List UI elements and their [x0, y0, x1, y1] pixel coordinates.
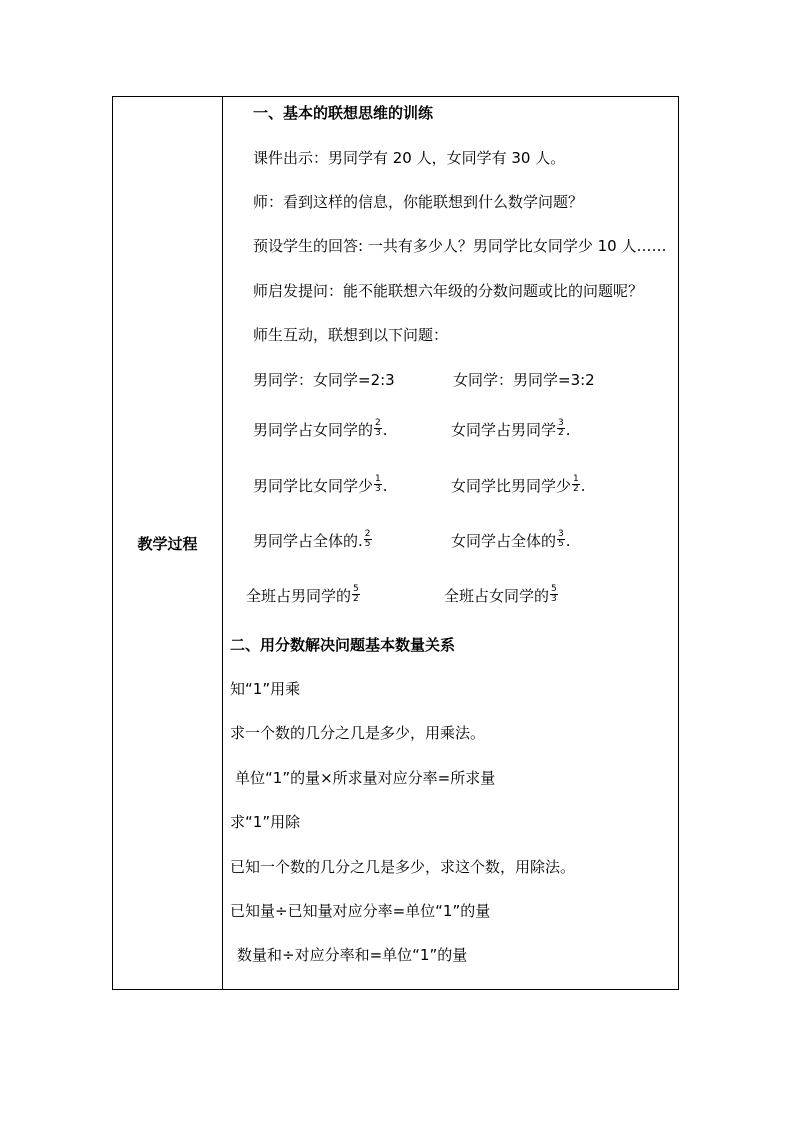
numerator: 2 — [364, 529, 371, 539]
relation-text: 男同学比女同学少 — [253, 477, 374, 495]
section1-heading: 一、基本的联想思维的训练 — [253, 104, 434, 122]
relation-text: 男同学占女同学的 — [253, 421, 374, 439]
fraction — [557, 419, 565, 438]
numerator: 3 — [558, 529, 564, 539]
left-label: 教学过程 — [137, 534, 198, 553]
denominator: 2 — [558, 428, 564, 438]
rule-line-2: 求一个数的几分之几是多少，用乘法。 — [230, 724, 486, 742]
denominator: 5 — [364, 539, 371, 549]
numerator: 5 — [551, 584, 557, 594]
relation-3-right — [451, 531, 571, 551]
fraction — [550, 585, 558, 604]
rule-line-6: 已知量÷已知量对应分率=单位“1”的量 — [230, 902, 491, 920]
relation-text: 全班占男同学的 — [246, 587, 352, 605]
paragraph-3: 预设学生的回答: 一共有多少人？男同学比女同学少 10 人…… — [253, 237, 667, 255]
denominator: 3 — [551, 594, 557, 604]
relation-text: 男同学占全体的. — [253, 532, 363, 550]
relation-text: 全班占女同学的 — [444, 587, 550, 605]
fraction — [364, 530, 372, 549]
fraction — [352, 585, 360, 604]
ratio-right: 女同学：男同学=3:2 — [453, 371, 595, 389]
relation-text: 女同学占男同学 — [451, 421, 557, 439]
numerator: 1 — [375, 474, 381, 484]
left-label-cell — [112, 96, 223, 990]
ratio-left: 男同学：女同学=2:3 — [253, 371, 395, 389]
relation-4-right — [444, 586, 559, 606]
rule-line-4: 求“1”用除 — [230, 813, 301, 831]
rule-line-7: 数量和÷对应分率和=单位“1”的量 — [237, 946, 468, 964]
denominator: 2 — [353, 594, 359, 604]
relation-2-right — [451, 476, 586, 496]
paragraph-5: 师生互动，联想到以下问题： — [253, 326, 449, 344]
rule-line-1: 知“1”用乘 — [230, 680, 301, 698]
numerator: 5 — [353, 584, 359, 594]
period: . — [565, 421, 571, 439]
relation-1-left — [253, 420, 388, 440]
relation-3-left — [253, 531, 373, 551]
relation-2-left — [253, 476, 388, 496]
section2-heading: 二、用分数解决问题基本数量关系 — [230, 636, 456, 654]
relation-1-right — [451, 420, 571, 440]
fraction — [374, 475, 382, 494]
denominator: 3 — [375, 484, 381, 494]
relation-4-left — [246, 586, 361, 606]
paragraph-1: 课件出示：男同学有 20 人，女同学有 30 人。 — [253, 149, 566, 167]
relation-text: 女同学比男同学少 — [451, 477, 572, 495]
denominator: 5 — [558, 539, 564, 549]
denominator: 2 — [573, 484, 579, 494]
paragraph-2: 师：看到这样的信息，你能联想到什么数学问题？ — [253, 193, 584, 211]
rule-line-3: 单位“1”的量×所求量对应分率=所求量 — [235, 769, 496, 787]
numerator: 1 — [573, 474, 579, 484]
paragraph-4: 师启发提问：能不能联想六年级的分数问题或比的问题呢？ — [253, 282, 644, 300]
period: . — [580, 477, 586, 495]
period: . — [382, 477, 388, 495]
relation-text: 女同学占全体的 — [451, 532, 557, 550]
numerator: 2 — [375, 418, 381, 428]
fraction — [557, 530, 565, 549]
period: . — [565, 532, 571, 550]
fraction — [374, 419, 382, 438]
rule-line-5: 已知一个数的几分之几是多少，求这个数，用除法。 — [230, 858, 576, 876]
fraction — [572, 475, 580, 494]
period: . — [382, 421, 388, 439]
denominator: 3 — [375, 428, 381, 438]
numerator: 3 — [558, 418, 564, 428]
